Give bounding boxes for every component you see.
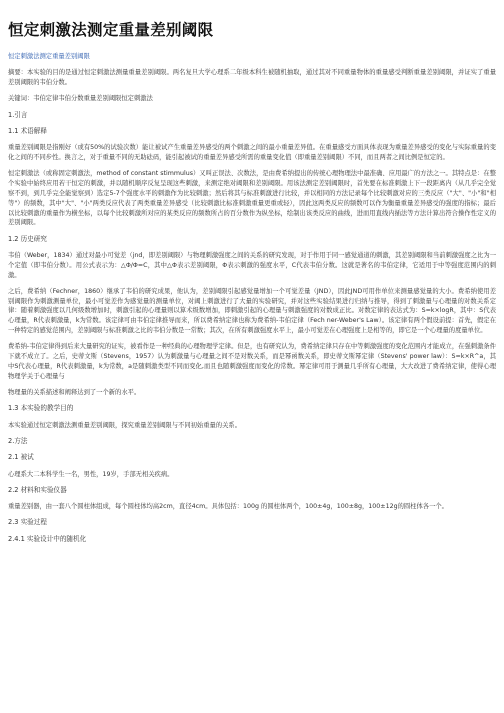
keywords: 关键词：韦伯定律韦伯分数重量差别阈限恒定刺激法 — [8, 95, 153, 103]
paragraph-subjects: 心理系大二本科学生一名，男性，19岁，手部无相关疾病。 — [8, 470, 174, 478]
heading-aim: 1.3 本实验的教学目的 — [8, 404, 74, 413]
heading-terms: 1.1 术语解释 — [8, 126, 47, 135]
paragraph-aim: 本实验通过恒定刺激法测重量差别阈限，探究重量差别阈限与不同初始重量的关系。 — [8, 421, 241, 429]
paragraph-history-2: 之后，费希纳（Fechner，1860）继承了韦伯的研究成果，他认为，差别阈限引起感觉量增加一个可觉差量（JND），因此JND可用作单位来测量感觉量的大小。费希纳使用差别阈限作为刺激测量单位，最小可觉差作为感觉量的测量单位，对阈上刺激进行了大量的实验研究，并对这些实验结果进行归纳与推导，得到了刺激量与心理量的对数关系定律：随着刺激强度以几何级数增加时，刺激引起的心理量则以算术级数增加，即刺激引起的心理量与刺激强度的对数成正比。对数定律的表达式为：S=k×logR，其中：S代表心理量，R代表刺激量，k为常数。该定律可由韦伯定律推导而来，所以费希纳定律也称为费希纳-韦伯定律（Fech ner-Weber's Law）。该定律有两个假设前提：首先，假定在一种特定的感觉范围内，差别阈限与标准刺激之比的韦伯分数是一常数；其次，在所有刺激强度水平上，最小可觉差在心理强度上是相等的，即它是一个心理量的度量单位。 — [8, 287, 496, 335]
heading-materials: 2.2 材料和实验仪器 — [8, 485, 67, 494]
heading-history: 1.2 历史研究 — [8, 234, 47, 243]
paragraph-terms-2: 恒定刺激法（或称固定刺激法，method of constant stimmulus）又叫正误法、次数法，是由费希纳提出的传统心理物理法中最准确、应用最广的方法之一。其特点是：在整个实验中始终应用若干恒定的刺激，并以随机顺序反复呈现这些刺激，来测定绝对阈限和差别阈限。用该法测定差别阈限时，首先要在标准刺激上下一段距离内（从几乎完全觉察不到，到几乎完全能觉察到）选定5-7个强度水平的刺激作为比较刺激；然后将其与标准刺激进行比较，并以相同的方法记录每个比较刺激对应的三类反应（"大"、"小"和"相等"）的频数，其中"大"、"小"两类反应代表了两类重量差异感受（比较刺激比标准刺激重量更重或轻），因此这两类反应的频数可以作为衡量重量差异感受的强度的指标；最后以比较刺激的重量作为横坐标，以每个比较刺激所对应的某类反应的频数所占的百分数作为纵坐标，绘制出该类反应的曲线，进而用直线内插法等方法计算出符合操作性定义的差别阈限。 — [8, 170, 496, 227]
paragraph-history-1: 韦伯（Weber，1834）通过对最小可觉差（jnd，即差别阈限）与物理刺激强度之间的关系的研究发现，对于作用于同一感觉通道的刺激，其差别阈限和当前刺激强度之比为一个定值（即韦伯分数）。用公式表示为：△Φ/Φ=C，其中△Φ表示差别阈限，Φ表示刺激的强度水平，C代表韦伯分数。这就是著名的韦伯定律，它适用于中等强度范围内的刺激。 — [8, 251, 496, 279]
heading-design-randomization: 2.4.1 实验设计中的随机化 — [8, 534, 87, 543]
heading-method: 2.方法 — [8, 436, 28, 445]
paragraph-materials: 重量差别器，由一套八个圆柱体组成，每个圆柱体均高2cm，直径4cm。具体包括：100g 的圆柱体两个，100±4g，100±8g，100±12g的圆柱体各一个。 — [8, 503, 448, 511]
page-title: 恒定刺激法测定重量差别阈限 — [8, 21, 214, 39]
heading-design: 2.3 实验过程 — [8, 518, 47, 527]
paragraph-history-3: 费希纳-韦伯定律得到后来大量研究的证实，被看作是一种经典的心理物理学定律。但是，也有研究认为，费希纳定律只存在中等刺激强度的变化范围内才能成立，在强刺激条件下就不成立了。之后，史蒂文斯（Stevens，1957）认为刺激量与心理量之间不是对数关系，而是幂函数关系，即史蒂文斯幂定律（Stevens' power law）：S=k×R^a，其中S代表心理量，R代表刺激量，k为常数，a是随刺激类型不同而变化,而且也随刺激强度而变化的常数。幂定律可用于测量几乎所有心理量，大大改进了费希纳定律，使得心理物理学关于心理量与 — [8, 343, 496, 380]
paragraph-terms-1: 重量差别阈限是指刚好（或有50%的试验次数）能让被试产生重量差异感受的两个刺激之间的最小重量差异值。在重量感受方面具体表现为重量差异感受的变化与实际重量的变化之间的不同步性。换言之，对于重量不同的无助砝码，能引起被试的重量差异感受所需的重量变化值（即重量差别阈限）不同，而且两者之间比例是恒定的。 — [8, 144, 496, 162]
paragraph-history-4: 物理量的关系描述和阐释达到了一个新的水平。 — [8, 389, 141, 397]
subtitle: 恒定刺激法测定重量差别阈限 — [8, 53, 90, 60]
heading-intro: 1.引言 — [8, 110, 28, 119]
abstract: 摘要：本实验的目的是通过恒定刺激法测量重量差别阈限。两名复旦大学心理系二年级本科生被随机抽取，通过其对不同重量物体的重量感受判断重量差别阈限，并证实了重量差别阈限的韦伯分数。 — [8, 69, 496, 87]
heading-subjects: 2.1 被试 — [8, 453, 34, 462]
